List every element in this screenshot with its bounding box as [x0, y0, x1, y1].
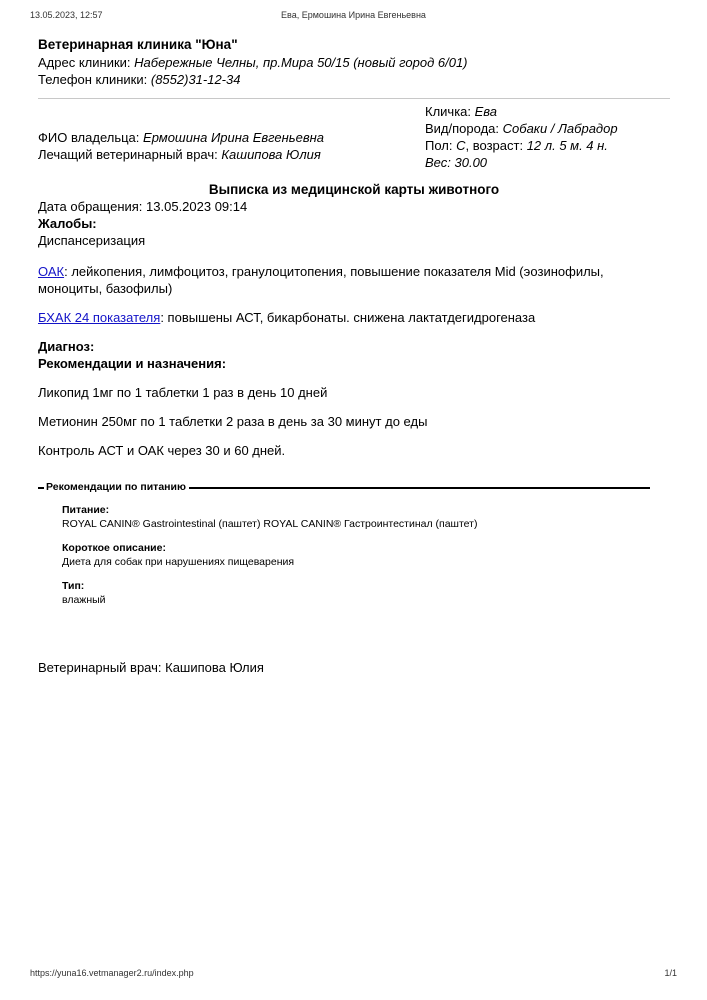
- nutrition-description-label: Короткое описание:: [62, 542, 166, 554]
- prescription-item: Метионин 250мг по 1 таблетки 2 раза в день за 30 минут до еды: [38, 414, 428, 429]
- complaints-label: Жалобы:: [38, 216, 97, 231]
- clinic-phone-label: Телефон клиники:: [38, 72, 148, 87]
- clinic-phone-value: (8552)31-12-34: [150, 72, 241, 87]
- nutrition-description-value: Диета для собак при нарушениях пищеварения: [62, 556, 295, 568]
- lab-result-row: [38, 309, 670, 326]
- clinic-address-row: [38, 54, 670, 71]
- document-body: [38, 36, 670, 689]
- lab-result-bhak: повышены АСТ, бикарбонаты. снижена лактатдегидрогеназа: [163, 310, 536, 325]
- patient-nickname-row: [425, 103, 685, 120]
- patient-block: [425, 103, 685, 171]
- visit-date-value: 13.05.2023 09:14: [146, 199, 248, 214]
- print-header-title: Ева, Ермошина Ирина Евгеньевна: [281, 10, 426, 20]
- patient-weight-row: [425, 154, 685, 171]
- lab-separator-oak: :: [64, 264, 68, 279]
- clinic-address-value: Набережные Челны, пр.Мира 50/15 (новый город 6/01): [134, 55, 468, 70]
- nutrition-type-value: влажный: [62, 594, 106, 606]
- prescription-item: Контроль АСТ и ОАК через 30 и 60 дней.: [38, 443, 286, 458]
- nutrition-fieldset: [38, 481, 654, 607]
- nutrition-food-label: Питание:: [62, 504, 110, 516]
- clinic-address-label: Адрес клиники:: [38, 55, 131, 70]
- signature-row: [38, 659, 670, 676]
- patient-weight-value: 30.00: [454, 155, 488, 170]
- lab-link-bhak[interactable]: БХАК 24 показателя: [38, 310, 161, 325]
- visit-date-label: Дата обращения:: [38, 199, 143, 214]
- party-block: [38, 103, 670, 173]
- patient-species-row: [425, 120, 685, 137]
- owner-fio-label: ФИО владельца:: [38, 130, 140, 145]
- patient-species-label: Вид/порода:: [425, 121, 500, 136]
- nutrition-content: [38, 494, 654, 607]
- patient-nickname-label: Кличка:: [425, 104, 472, 119]
- print-header-datetime: 13.05.2023, 12:57: [30, 10, 103, 20]
- signature-value: Кашипова Юлия: [165, 660, 264, 675]
- diagnosis-label: Диагноз:: [38, 339, 95, 354]
- visit-date-row: [38, 198, 670, 215]
- signature-label: Ветеринарный врач:: [38, 660, 162, 675]
- patient-nickname-value: Ева: [474, 104, 498, 119]
- owner-doctor-row: [38, 146, 418, 163]
- patient-sex-age-row: [425, 137, 685, 154]
- print-footer-url: https://yuna16.vetmanager2.ru/index.php: [30, 968, 194, 978]
- patient-age-label: , возраст:: [465, 138, 524, 153]
- complaints-value: Диспансеризация: [38, 233, 146, 248]
- clinic-phone-row: [38, 71, 670, 88]
- prescription-item: Ликопид 1мг по 1 таблетки 1 раз в день 10 дней: [38, 385, 328, 400]
- lab-link-oak[interactable]: ОАК: [38, 264, 65, 279]
- print-footer-page-number: 1/1: [664, 968, 677, 978]
- owner-block: [38, 129, 418, 163]
- browser-print-header: [0, 10, 707, 24]
- patient-species-value: Собаки / Лабрадор: [502, 121, 618, 136]
- patient-sex-value: С: [456, 138, 466, 153]
- patient-age-value: 12 л. 5 м. 4 н.: [526, 138, 608, 153]
- owner-doctor-value: Кашипова Юлия: [221, 147, 321, 162]
- clinic-header-block: [38, 36, 670, 88]
- browser-print-footer: [0, 968, 707, 982]
- lab-result-row: [38, 263, 670, 297]
- patient-sex-label: Пол:: [425, 138, 453, 153]
- nutrition-food-value: ROYAL CANIN® Gastrointestinal (паштет) ROYAL CANIN® Гастроинтестинал (паштет): [62, 518, 478, 530]
- lab-result-oak: лейкопения, лимфоцитоз, гранулоцитопения, повышение показателя Mid (эозинофилы, моноциты, базофилы): [38, 264, 604, 296]
- nutrition-type-label: Тип:: [62, 580, 85, 592]
- patient-weight-label: Вес:: [425, 155, 451, 170]
- recommendations-label: Рекомендации и назначения:: [38, 356, 227, 371]
- owner-doctor-label: Лечащий ветеринарный врач:: [38, 147, 218, 162]
- nutrition-legend-row: [38, 481, 654, 494]
- clinic-name: Ветеринарная клиника "Юна": [38, 37, 238, 52]
- owner-fio-row: [38, 129, 418, 146]
- page-title: Выписка из медицинской карты животного: [208, 182, 500, 197]
- nutrition-legend: Рекомендации по питанию: [44, 481, 189, 494]
- lab-separator-bhak: :: [160, 310, 164, 325]
- header-divider: [38, 98, 670, 99]
- owner-fio-value: Ермошина Ирина Евгеньевна: [143, 130, 325, 145]
